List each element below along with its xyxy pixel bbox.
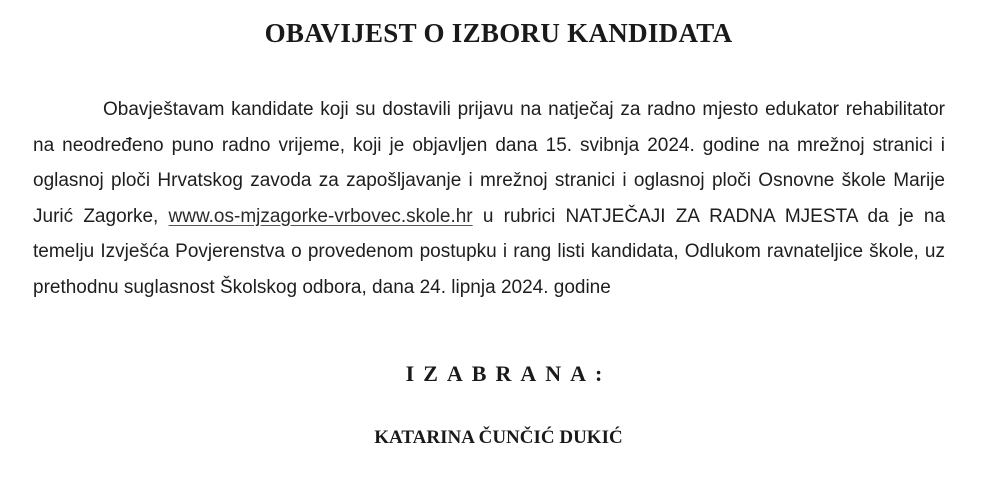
selected-heading: IZABRANA: [405, 361, 612, 386]
paragraph-text-part2: u rubrici NATJEČAJI ZA RADNA MJESTA da je na temelju Izvješća Povjerenstva o provedenom postupku i rang listi kandidata, Odlukom ravnateljice škole, uz prethodnu suglasnost Školskog odbora, dana 24. lipnja 2024. godine [33, 205, 946, 298]
document-title: OBAVIJEST O IZBORU KANDIDATA [264, 18, 733, 48]
candidate-name: KATARINA ČUNČIĆ DUKIĆ [374, 427, 623, 448]
notice-paragraph [33, 92, 945, 305]
paragraph-text-part1: Obavještavam kandidate koji su dostavili prijavu na natječaj za radno mjesto edukator rehabilitator na neodređeno puno radno vrijeme, koji je objavljen dana 15. svibnja 2024. godine na mrežnoj stranici i oglasnoj ploči Hrvatskog zavoda za zapošljavanje i mrežnoj stranici i oglasnoj ploči Osnovne škole Marije Jurić Zagorke, [33, 99, 945, 227]
school-website-link[interactable]: www.os-mjzagorke-vrbovec.skole.hr [168, 205, 473, 227]
